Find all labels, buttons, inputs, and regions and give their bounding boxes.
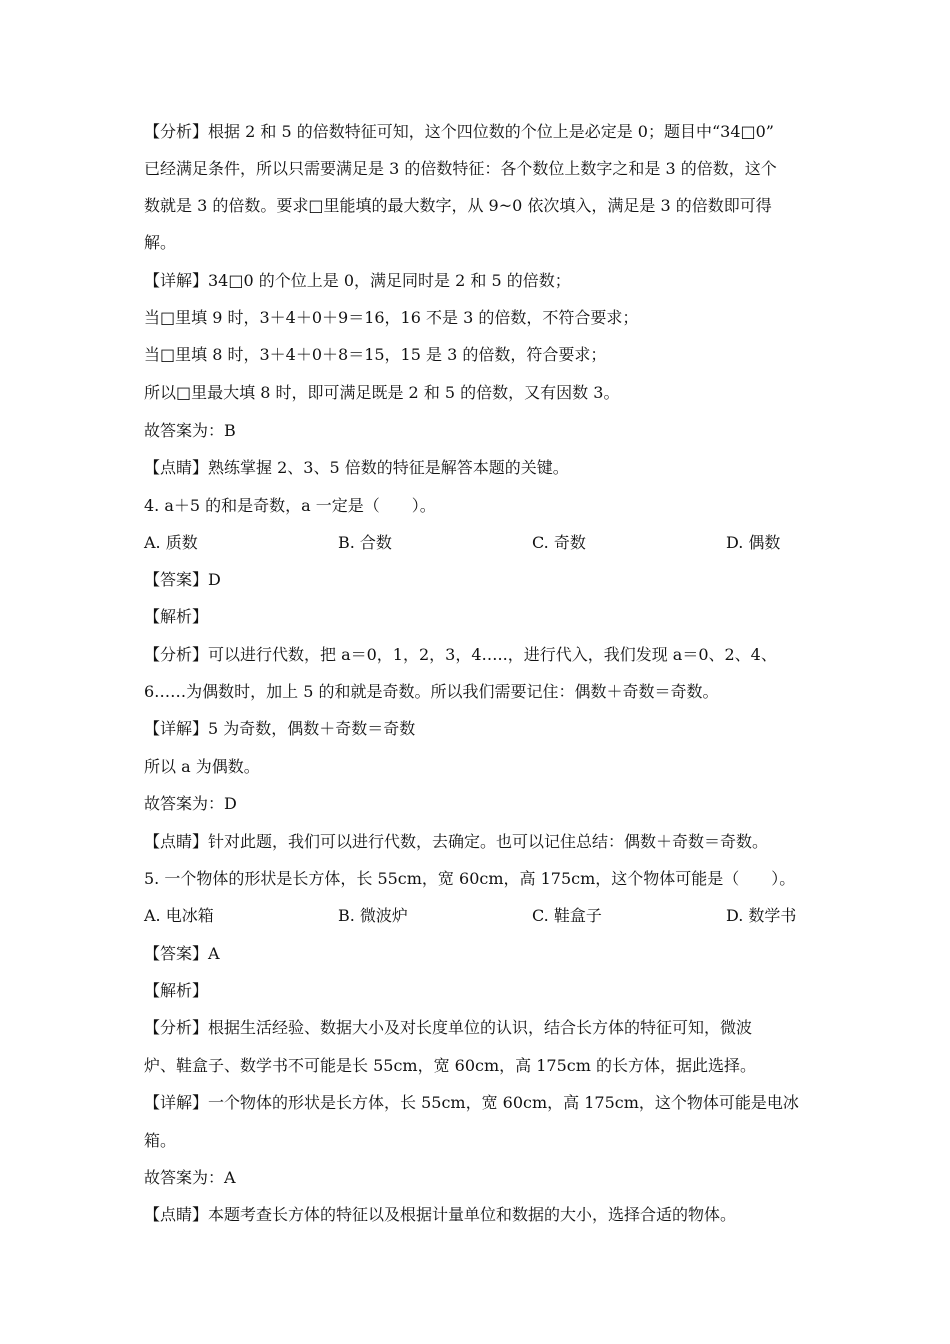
q4-comment: 【点睛】针对此题，我们可以进行代数，去确定。也可以记住总结：偶数＋奇数＝奇数。 [144, 832, 769, 851]
analysis-line-3: 数就是 3 的倍数。要求□里能填的最大数字，从 9~0 依次填入，满足是 3 的倍数即可得 [144, 196, 772, 215]
detail-line-1: 【详解】34□0 的个位上是 0，满足同时是 2 和 5 的倍数； [144, 271, 571, 290]
q5-detail-2: 箱。 [144, 1131, 177, 1150]
q4-option-c: C. 奇数 [532, 533, 586, 552]
q4-detail-2: 所以 a 为偶数。 [144, 757, 260, 776]
q4-analysis-1: 【分析】可以进行代数，把 a＝0，1，2，3，4…..，进行代入，我们发现 a＝0、2、4、 [144, 645, 777, 664]
q5-explanation-heading: 【解析】 [144, 981, 209, 1000]
q4-analysis-2: 6……为偶数时，加上 5 的和就是奇数。所以我们需要记住：偶数＋奇数＝奇数。 [144, 682, 719, 701]
q4-detail-1: 【详解】5 为奇数，偶数＋奇数＝奇数 [144, 719, 416, 738]
q5-detail-1: 【详解】一个物体的形状是长方体，长 55cm，宽 60cm，高 175cm，这个物体可能是电冰 [144, 1093, 799, 1112]
analysis-line-4: 解。 [144, 233, 177, 252]
detail-line-2: 当□里填 9 时，3＋4＋0＋9＝16，16 不是 3 的倍数，不符合要求； [144, 308, 639, 327]
answer-line: 故答案为：B [144, 421, 236, 440]
detail-line-3: 当□里填 8 时，3＋4＋0＋8＝15，15 是 3 的倍数，符合要求； [144, 345, 607, 364]
q4-final-answer: 故答案为：D [144, 794, 237, 813]
detail-line-4: 所以□里最大填 8 时，即可满足既是 2 和 5 的倍数，又有因数 3。 [144, 383, 620, 402]
q5-option-d: D. 数学书 [726, 906, 797, 925]
q4-option-b: B. 合数 [338, 533, 392, 552]
q5-option-c: C. 鞋盒子 [532, 906, 602, 925]
q4-answer: 【答案】D [144, 570, 221, 589]
q5-final-answer: 故答案为：A [144, 1168, 236, 1187]
question-5: 5. 一个物体的形状是长方体，长 55cm，宽 60cm，高 175cm，这个物体可能是（ ）。 [144, 869, 796, 888]
q5-comment: 【点睛】本题考查长方体的特征以及根据计量单位和数据的大小，选择合适的物体。 [144, 1205, 737, 1224]
q5-answer: 【答案】A [144, 944, 220, 963]
q5-option-a: A. 电冰箱 [144, 906, 214, 925]
q4-option-d: D. 偶数 [726, 533, 781, 552]
q5-analysis-1: 【分析】根据生活经验、数据大小及对长度单位的认识，结合长方体的特征可知，微波 [144, 1018, 753, 1037]
question-4: 4. a＋5 的和是奇数，a 一定是（ ）。 [144, 496, 436, 515]
q4-explanation-heading: 【解析】 [144, 607, 209, 626]
q5-option-b: B. 微波炉 [338, 906, 408, 925]
q5-analysis-2: 炉、鞋盒子、数学书不可能是长 55cm，宽 60cm，高 175cm 的长方体，据此选择。 [144, 1056, 757, 1075]
comment-line: 【点睛】熟练掌握 2、3、5 倍数的特征是解答本题的关键。 [144, 458, 569, 477]
analysis-line-1: 【分析】根据 2 和 5 的倍数特征可知，这个四位数的个位上是必定是 0；题目中“34□0” [144, 122, 774, 141]
analysis-line-2: 已经满足条件，所以只需要满足是 3 的倍数特征：各个数位上数字之和是 3 的倍数，这个 [144, 159, 777, 178]
q4-option-a: A. 质数 [144, 533, 198, 552]
